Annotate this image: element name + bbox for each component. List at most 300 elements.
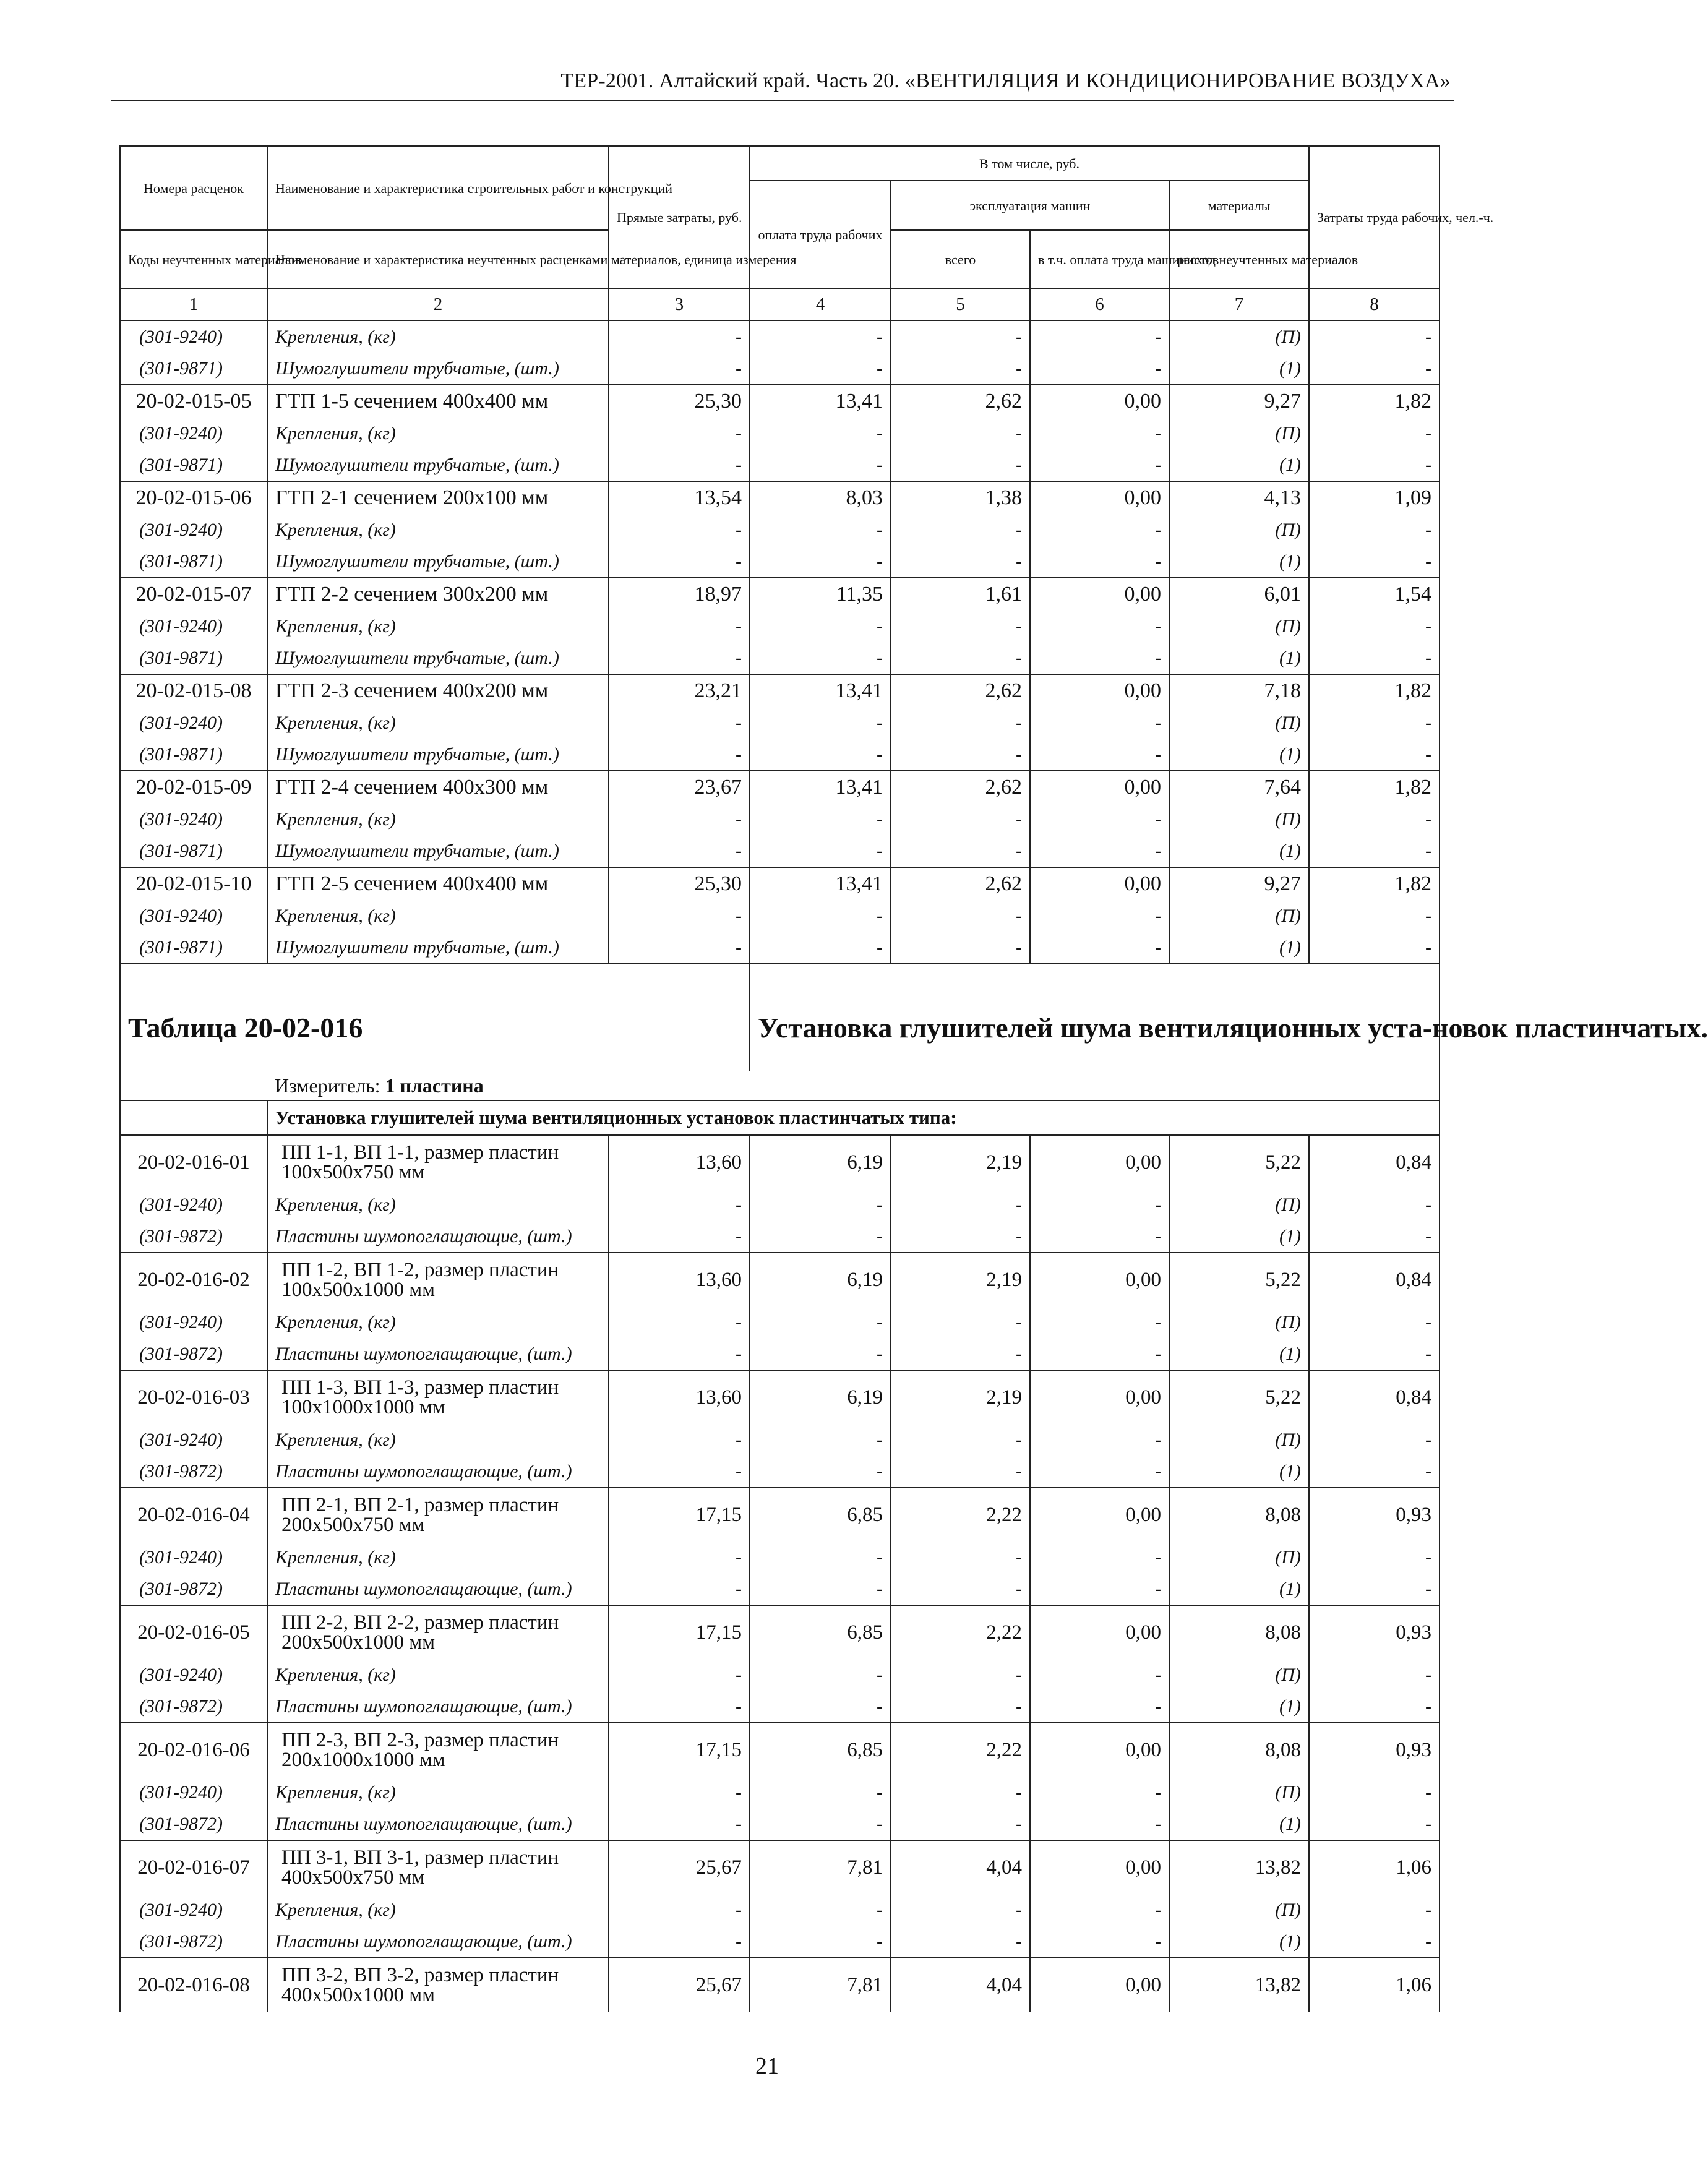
item-name-cell: Пластины шумопоглащающие, (шт.) (267, 1808, 609, 1840)
item-name-cell: Шумоглушители трубчатые, (шт.) (267, 449, 609, 481)
value-c5-cell: - (891, 1306, 1030, 1338)
rates-table (119, 145, 1708, 2012)
value-c7-cell: (1) (1169, 835, 1309, 867)
item-name-cell: Пластины шумопоглащающие, (шт.) (267, 1691, 609, 1723)
value-c5-cell: - (891, 1691, 1030, 1723)
column-numbers-row (120, 288, 1440, 320)
item-name-cell: Крепления, (кг) (267, 1777, 609, 1808)
value-c8-cell: 0,93 (1309, 1723, 1440, 1777)
value-c3-cell: 18,97 (609, 578, 750, 611)
value-c3-cell: - (609, 642, 750, 674)
value-c3-cell: - (609, 1926, 750, 1958)
value-c7-cell: 8,08 (1169, 1723, 1309, 1777)
rate-row (120, 1488, 1440, 1542)
table-header (120, 146, 1494, 320)
value-c8-cell: - (1309, 707, 1440, 739)
rate-row (120, 1135, 1440, 1189)
value-c6-cell: 0,00 (1030, 867, 1169, 900)
rate-code-cell: (301-9240) (120, 1777, 267, 1808)
value-c5-cell: - (891, 1542, 1030, 1573)
value-c3-cell: 25,30 (609, 867, 750, 900)
rate-row (120, 1253, 1440, 1306)
value-c6-cell: 0,00 (1030, 674, 1169, 707)
value-c6-cell: - (1030, 611, 1169, 642)
value-c7-cell: (П) (1169, 1424, 1309, 1456)
value-c8-cell: 0,84 (1309, 1253, 1440, 1306)
value-c6-cell: 0,00 (1030, 481, 1169, 514)
rate-code-cell: 20-02-016-07 (120, 1840, 267, 1894)
value-c8-cell: - (1309, 1777, 1440, 1808)
value-c4-cell: - (750, 418, 891, 449)
value-c4-cell: 13,41 (750, 771, 891, 804)
value-c8-cell: - (1309, 1691, 1440, 1723)
rate-code-cell: (301-9240) (120, 418, 267, 449)
material-row (120, 353, 1440, 385)
value-c6-cell: - (1030, 1808, 1169, 1840)
rate-row (120, 1958, 1440, 2012)
value-c5-cell: - (891, 514, 1030, 546)
value-c4-cell: - (750, 1777, 891, 1808)
material-row (120, 1338, 1440, 1370)
col1-bottom-header: Коды неучтенных материалов (120, 230, 267, 288)
value-c5-cell: - (891, 1926, 1030, 1958)
value-c4-cell: - (750, 320, 891, 353)
value-c8-cell: - (1309, 1189, 1440, 1220)
value-c3-cell: - (609, 1542, 750, 1573)
value-c6-cell: - (1030, 514, 1169, 546)
value-c6-cell: - (1030, 1691, 1169, 1723)
rate-code-cell: (301-9240) (120, 1659, 267, 1691)
material-row (120, 739, 1440, 771)
value-c6-cell: 0,00 (1030, 1958, 1169, 2012)
rate-code-cell: (301-9240) (120, 1424, 267, 1456)
section-heading: Установка глушителей шума вентиляционных установок пластинчатых типа: (267, 1100, 1440, 1135)
material-row (120, 1691, 1440, 1723)
value-c7-cell: (1) (1169, 449, 1309, 481)
value-c5-cell: 2,19 (891, 1370, 1030, 1424)
item-name-cell: ГТП 2-1 сечением 200х100 мм (267, 481, 609, 514)
rate-code-cell: (301-9871) (120, 449, 267, 481)
value-c3-cell: - (609, 449, 750, 481)
value-c4-cell: - (750, 1220, 891, 1253)
item-name-cell: Крепления, (кг) (267, 707, 609, 739)
value-c6-cell: - (1030, 1894, 1169, 1926)
material-row (120, 1777, 1440, 1808)
value-c5-cell: - (891, 932, 1030, 964)
value-c4-cell: 8,03 (750, 481, 891, 514)
rates-015-body (120, 320, 1440, 964)
value-c8-cell: - (1309, 642, 1440, 674)
material-row (120, 1424, 1440, 1456)
value-c5-cell: - (891, 1808, 1030, 1840)
value-c5-cell: 2,22 (891, 1605, 1030, 1659)
value-c7-cell: 5,22 (1169, 1370, 1309, 1424)
group-incl-header: В том числе, руб. (750, 146, 1309, 181)
value-c8-cell: 1,06 (1309, 1840, 1440, 1894)
value-c5-cell: - (891, 449, 1030, 481)
value-c6-cell: - (1030, 546, 1169, 578)
material-row (120, 546, 1440, 578)
item-name-cell: Шумоглушители трубчатые, (шт.) (267, 932, 609, 964)
value-c7-cell: (П) (1169, 514, 1309, 546)
column-number: 1 (120, 288, 267, 320)
value-c3-cell: 23,21 (609, 674, 750, 707)
item-name-cell: Крепления, (кг) (267, 1424, 609, 1456)
value-c7-cell: 9,27 (1169, 867, 1309, 900)
value-c7-cell: (1) (1169, 932, 1309, 964)
measure-label: Измеритель: (275, 1074, 380, 1097)
value-c5-cell: - (891, 1220, 1030, 1253)
value-c4-cell: 6,19 (750, 1370, 891, 1424)
col2-top-header: Наименование и характеристика строительных работ и конструкций (267, 146, 609, 230)
value-c6-cell: - (1030, 932, 1169, 964)
table-title: Установка глушителей шума вентиляционных уста-новок пластинчатых. (758, 1011, 1708, 1044)
value-c6-cell: - (1030, 642, 1169, 674)
value-c8-cell: 0,93 (1309, 1488, 1440, 1542)
value-c3-cell: - (609, 1777, 750, 1808)
value-c5-cell: - (891, 1338, 1030, 1370)
value-c5-cell: 2,22 (891, 1488, 1030, 1542)
value-c7-cell: (1) (1169, 1573, 1309, 1605)
item-name-cell: ПП 1-2, ВП 1-2, размер пластин 100х500х1000 мм (267, 1253, 609, 1306)
value-c6-cell: - (1030, 449, 1169, 481)
value-c5-cell: - (891, 1424, 1030, 1456)
value-c5-cell: - (891, 900, 1030, 932)
value-c5-cell: - (891, 1189, 1030, 1220)
value-c4-cell: - (750, 1189, 891, 1220)
value-c6-cell: 0,00 (1030, 1723, 1169, 1777)
value-c7-cell: (1) (1169, 1808, 1309, 1840)
value-c8-cell: 0,93 (1309, 1605, 1440, 1659)
rate-code-cell: (301-9871) (120, 835, 267, 867)
value-c7-cell: (П) (1169, 1894, 1309, 1926)
rate-code-cell: (301-9871) (120, 642, 267, 674)
value-c4-cell: - (750, 1424, 891, 1456)
value-c8-cell: - (1309, 1926, 1440, 1958)
value-c3-cell: - (609, 611, 750, 642)
rates-016-body (120, 1135, 1440, 2012)
material-row (120, 900, 1440, 932)
item-name-cell: ГТП 2-2 сечением 300х200 мм (267, 578, 609, 611)
rate-code-cell: (301-9240) (120, 514, 267, 546)
value-c3-cell: 13,60 (609, 1135, 750, 1189)
column-number: 8 (1309, 288, 1440, 320)
value-c8-cell: - (1309, 611, 1440, 642)
value-c8-cell: - (1309, 804, 1440, 835)
measure-value: 1 пластина (385, 1074, 484, 1097)
value-c3-cell: 25,67 (609, 1840, 750, 1894)
material-row (120, 1189, 1440, 1220)
value-c6-cell: 0,00 (1030, 1135, 1169, 1189)
item-name-cell: Крепления, (кг) (267, 1542, 609, 1573)
item-name-cell: Пластины шумопоглащающие, (шт.) (267, 1926, 609, 1958)
value-c7-cell: 7,64 (1169, 771, 1309, 804)
value-c6-cell: - (1030, 835, 1169, 867)
rate-code-cell: 20-02-016-04 (120, 1488, 267, 1542)
rate-code-cell: 20-02-016-02 (120, 1253, 267, 1306)
material-row (120, 835, 1440, 867)
column-number: 7 (1169, 288, 1309, 320)
value-c7-cell: (П) (1169, 320, 1309, 353)
rate-code-cell: 20-02-015-10 (120, 867, 267, 900)
col2-bottom-header: Наименование и характеристика неучтенных расценками материалов, единица измерения (267, 230, 609, 288)
value-c6-cell: - (1030, 1777, 1169, 1808)
value-c8-cell: - (1309, 353, 1440, 385)
value-c8-cell: 1,82 (1309, 771, 1440, 804)
value-c6-cell: 0,00 (1030, 578, 1169, 611)
col4-header: оплата труда рабочих (750, 181, 891, 288)
value-c4-cell: - (750, 900, 891, 932)
item-name-cell: ГТП 1-5 сечением 400х400 мм (267, 385, 609, 418)
value-c4-cell: - (750, 1808, 891, 1840)
column-number: 2 (267, 288, 609, 320)
item-name-cell: ГТП 2-4 сечением 400х300 мм (267, 771, 609, 804)
material-row (120, 1894, 1440, 1926)
value-c6-cell: - (1030, 418, 1169, 449)
value-c7-cell: 5,22 (1169, 1253, 1309, 1306)
item-name-cell: Крепления, (кг) (267, 320, 609, 353)
rate-code-cell: (301-9872) (120, 1926, 267, 1958)
header-rule (111, 100, 1454, 101)
value-c3-cell: - (609, 835, 750, 867)
rate-code-cell: (301-9872) (120, 1573, 267, 1605)
material-row (120, 1542, 1440, 1573)
value-c4-cell: 6,19 (750, 1253, 891, 1306)
value-c6-cell: - (1030, 1189, 1169, 1220)
value-c3-cell: - (609, 320, 750, 353)
value-c6-cell: - (1030, 1926, 1169, 1958)
rate-code-cell: (301-9240) (120, 1306, 267, 1338)
value-c6-cell: 0,00 (1030, 385, 1169, 418)
item-name-cell: Шумоглушители трубчатые, (шт.) (267, 353, 609, 385)
item-name-cell: Крепления, (кг) (267, 804, 609, 835)
value-c8-cell: 0,84 (1309, 1370, 1440, 1424)
rate-row (120, 1723, 1440, 1777)
value-c8-cell: - (1309, 1542, 1440, 1573)
value-c8-cell: - (1309, 932, 1440, 964)
value-c4-cell: 6,85 (750, 1723, 891, 1777)
value-c3-cell: - (609, 1189, 750, 1220)
value-c7-cell: 8,08 (1169, 1488, 1309, 1542)
item-name-cell: Пластины шумопоглащающие, (шт.) (267, 1338, 609, 1370)
value-c5-cell: 2,62 (891, 771, 1030, 804)
value-c6-cell: - (1030, 804, 1169, 835)
value-c6-cell: - (1030, 707, 1169, 739)
value-c5-cell: 4,04 (891, 1958, 1030, 2012)
value-c4-cell: - (750, 1542, 891, 1573)
item-name-cell: Крепления, (кг) (267, 514, 609, 546)
rate-code-cell: 20-02-015-09 (120, 771, 267, 804)
value-c7-cell: (П) (1169, 1659, 1309, 1691)
value-c7-cell: (1) (1169, 353, 1309, 385)
item-name-cell: ПП 1-3, ВП 1-3, размер пластин 100х1000х1000 мм (267, 1370, 609, 1424)
rate-code-cell: (301-9240) (120, 707, 267, 739)
value-c3-cell: 13,54 (609, 481, 750, 514)
material-row (120, 418, 1440, 449)
value-c6-cell: - (1030, 1456, 1169, 1488)
value-c3-cell: - (609, 418, 750, 449)
item-name-cell: Шумоглушители трубчатые, (шт.) (267, 546, 609, 578)
value-c6-cell: - (1030, 353, 1169, 385)
rate-code-cell: (301-9240) (120, 900, 267, 932)
item-name-cell: ГТП 2-3 сечением 400х200 мм (267, 674, 609, 707)
rate-code-cell: (301-9240) (120, 320, 267, 353)
value-c6-cell: - (1030, 1573, 1169, 1605)
material-row (120, 320, 1440, 353)
value-c8-cell: - (1309, 514, 1440, 546)
item-name-cell: Крепления, (кг) (267, 900, 609, 932)
value-c6-cell: - (1030, 900, 1169, 932)
value-c7-cell: (1) (1169, 1926, 1309, 1958)
value-c4-cell: 6,19 (750, 1135, 891, 1189)
col1-top-header: Номера расценок (120, 146, 267, 230)
material-row (120, 1220, 1440, 1253)
rate-code-cell: 20-02-015-05 (120, 385, 267, 418)
value-c7-cell: 13,82 (1169, 1840, 1309, 1894)
value-c5-cell: 2,62 (891, 867, 1030, 900)
value-c8-cell: - (1309, 739, 1440, 771)
rate-code-cell: (301-9872) (120, 1220, 267, 1253)
item-name-cell: Шумоглушители трубчатые, (шт.) (267, 835, 609, 867)
value-c4-cell: - (750, 1573, 891, 1605)
value-c4-cell: 13,41 (750, 674, 891, 707)
rate-row (120, 867, 1440, 900)
value-c4-cell: - (750, 1659, 891, 1691)
material-row (120, 804, 1440, 835)
value-c7-cell: (П) (1169, 1777, 1309, 1808)
value-c5-cell: - (891, 418, 1030, 449)
value-c8-cell: - (1309, 449, 1440, 481)
material-row (120, 1808, 1440, 1840)
value-c8-cell: - (1309, 1808, 1440, 1840)
rate-code-cell: 20-02-016-01 (120, 1135, 267, 1189)
value-c4-cell: - (750, 739, 891, 771)
group-machines-header: эксплуатация машин (891, 181, 1169, 230)
value-c8-cell: - (1309, 320, 1440, 353)
item-name-cell: ПП 3-2, ВП 3-2, размер пластин 400х500х1000 мм (267, 1958, 609, 2012)
value-c5-cell: 2,19 (891, 1253, 1030, 1306)
value-c3-cell: 13,60 (609, 1253, 750, 1306)
value-c8-cell: 1,54 (1309, 578, 1440, 611)
value-c4-cell: - (750, 1456, 891, 1488)
rate-code-cell: 20-02-016-06 (120, 1723, 267, 1777)
value-c5-cell: - (891, 739, 1030, 771)
value-c7-cell: (1) (1169, 739, 1309, 771)
value-c7-cell: 13,82 (1169, 1958, 1309, 2012)
value-c3-cell: - (609, 1306, 750, 1338)
table-number: Таблица 20-02-016 (128, 1012, 363, 1044)
value-c3-cell: - (609, 1573, 750, 1605)
value-c5-cell: - (891, 546, 1030, 578)
value-c3-cell: - (609, 1456, 750, 1488)
value-c7-cell: (П) (1169, 900, 1309, 932)
value-c3-cell: - (609, 1424, 750, 1456)
rate-code-cell: 20-02-015-06 (120, 481, 267, 514)
value-c7-cell: (1) (1169, 1456, 1309, 1488)
material-row (120, 514, 1440, 546)
value-c7-cell: (П) (1169, 1542, 1309, 1573)
item-name-cell: ГТП 2-5 сечением 400х400 мм (267, 867, 609, 900)
value-c8-cell: 1,82 (1309, 385, 1440, 418)
value-c6-cell: - (1030, 1338, 1169, 1370)
rate-code-cell: (301-9871) (120, 546, 267, 578)
rate-code-cell: (301-9240) (120, 611, 267, 642)
value-c7-cell: (П) (1169, 1189, 1309, 1220)
item-name-cell: Пластины шумопоглащающие, (шт.) (267, 1456, 609, 1488)
item-name-cell: Пластины шумопоглащающие, (шт.) (267, 1573, 609, 1605)
value-c3-cell: 13,60 (609, 1370, 750, 1424)
value-c4-cell: - (750, 1338, 891, 1370)
value-c7-cell: (1) (1169, 1220, 1309, 1253)
item-name-cell: ПП 1-1, ВП 1-1, размер пластин 100х500х750 мм (267, 1135, 609, 1189)
rate-code-cell: (301-9872) (120, 1456, 267, 1488)
value-c4-cell: 13,41 (750, 385, 891, 418)
value-c6-cell: - (1030, 1659, 1169, 1691)
col6-header: в т.ч. оплата труда машинистов (1030, 230, 1169, 288)
value-c7-cell: (1) (1169, 642, 1309, 674)
material-row (120, 1573, 1440, 1605)
rate-code-cell: (301-9240) (120, 1189, 267, 1220)
rate-row (120, 771, 1440, 804)
rate-code-cell: (301-9240) (120, 1542, 267, 1573)
value-c4-cell: - (750, 353, 891, 385)
value-c3-cell: - (609, 1220, 750, 1253)
item-name-cell: Крепления, (кг) (267, 1189, 609, 1220)
value-c7-cell: 4,13 (1169, 481, 1309, 514)
value-c7-cell: (П) (1169, 707, 1309, 739)
value-c7-cell: (П) (1169, 1306, 1309, 1338)
value-c5-cell: - (891, 1894, 1030, 1926)
item-name-cell: Пластины шумопоглащающие, (шт.) (267, 1220, 609, 1253)
value-c6-cell: 0,00 (1030, 1605, 1169, 1659)
value-c7-cell: 7,18 (1169, 674, 1309, 707)
item-name-cell: Крепления, (кг) (267, 1659, 609, 1691)
value-c4-cell: 13,41 (750, 867, 891, 900)
value-c4-cell: 7,81 (750, 1958, 891, 2012)
value-c4-cell: - (750, 611, 891, 642)
value-c7-cell: (1) (1169, 1338, 1309, 1370)
rate-code-cell: (301-9240) (120, 804, 267, 835)
rate-row (120, 1840, 1440, 1894)
value-c3-cell: - (609, 804, 750, 835)
value-c4-cell: - (750, 932, 891, 964)
col8-header: Затраты труда рабочих, чел.-ч. (1309, 146, 1440, 288)
value-c3-cell: - (609, 739, 750, 771)
group-materials-header: материалы (1169, 181, 1309, 230)
value-c5-cell: 4,04 (891, 1840, 1030, 1894)
value-c4-cell: - (750, 1926, 891, 1958)
material-row (120, 1456, 1440, 1488)
value-c8-cell: - (1309, 1306, 1440, 1338)
value-c4-cell: 7,81 (750, 1840, 891, 1894)
value-c4-cell: - (750, 1894, 891, 1926)
value-c8-cell: - (1309, 1894, 1440, 1926)
item-name-cell: Крепления, (кг) (267, 1306, 609, 1338)
rate-code-cell: 20-02-015-07 (120, 578, 267, 611)
value-c7-cell: (П) (1169, 418, 1309, 449)
value-c7-cell: 8,08 (1169, 1605, 1309, 1659)
value-c4-cell: - (750, 546, 891, 578)
value-c4-cell: - (750, 804, 891, 835)
value-c3-cell: - (609, 900, 750, 932)
value-c7-cell: (П) (1169, 804, 1309, 835)
value-c8-cell: - (1309, 418, 1440, 449)
value-c4-cell: - (750, 1691, 891, 1723)
item-name-cell: ПП 3-1, ВП 3-1, размер пластин 400х500х750 мм (267, 1840, 609, 1894)
value-c3-cell: 25,67 (609, 1958, 750, 2012)
value-c8-cell: - (1309, 900, 1440, 932)
value-c6-cell: 0,00 (1030, 1253, 1169, 1306)
